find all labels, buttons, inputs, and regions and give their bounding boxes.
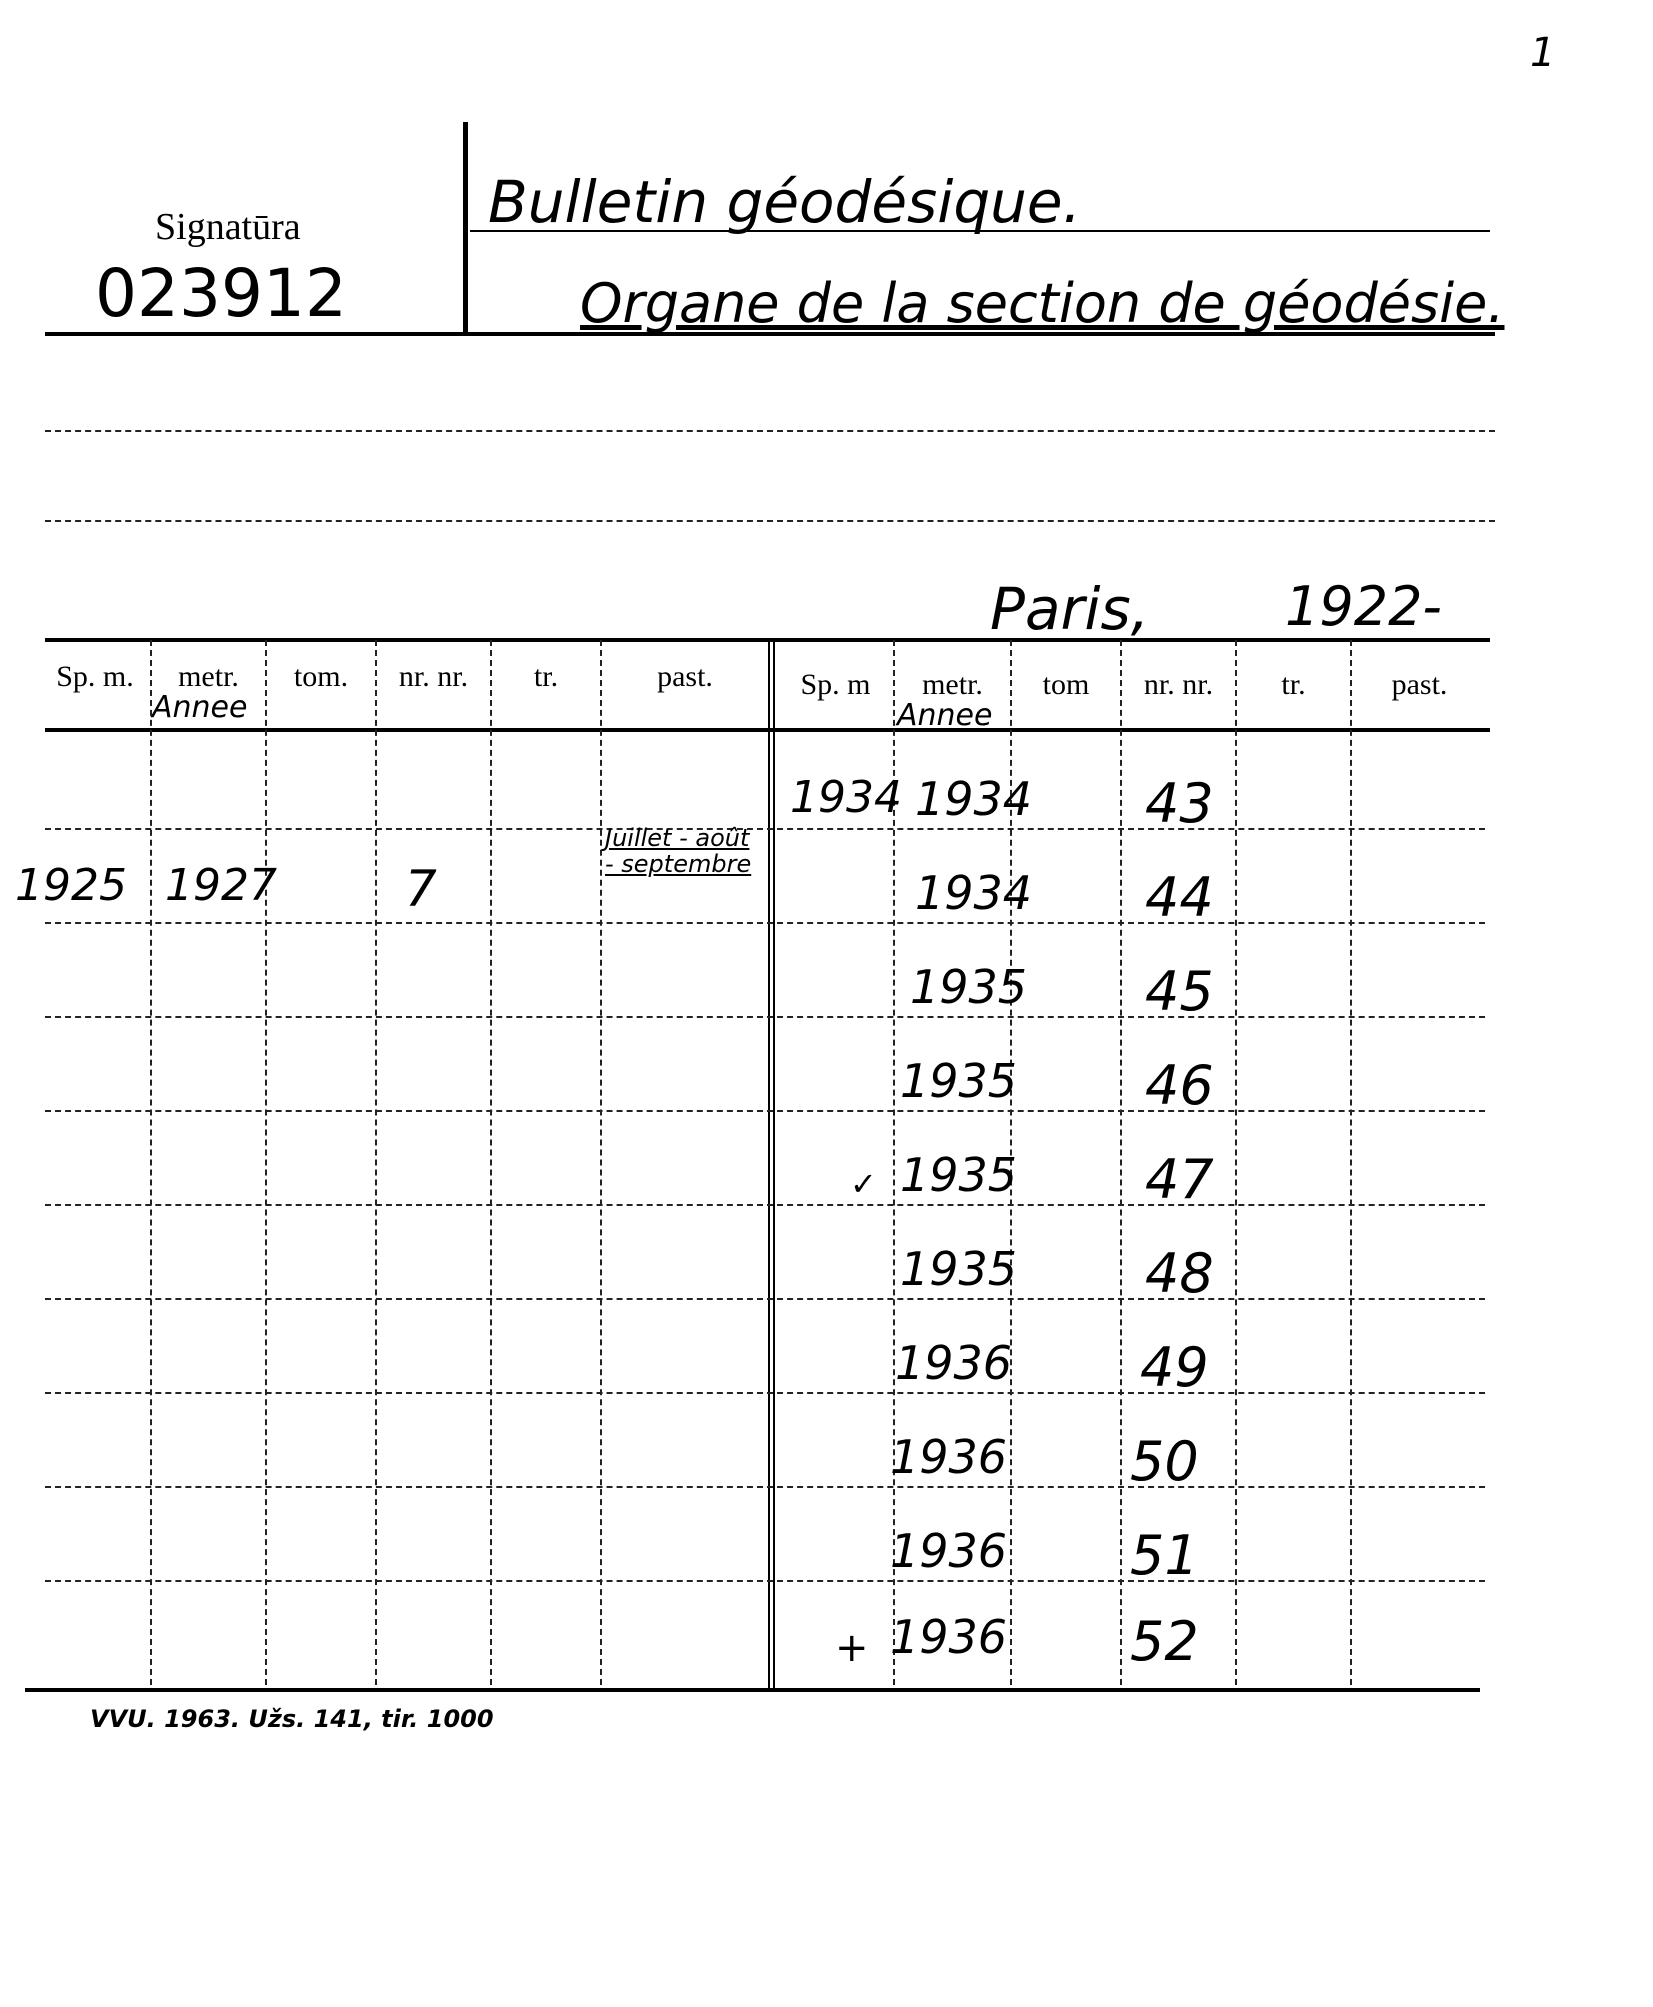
- col-line: [1120, 640, 1122, 1685]
- right-sp-m-cell: 1934: [790, 772, 902, 823]
- right-metr-cell: 1936: [890, 1610, 1008, 1664]
- left-sp-m-cell: 1925: [15, 860, 127, 911]
- annee-label-right: Annee: [897, 698, 993, 733]
- title-line2: Organe de la section de géodésie.: [580, 272, 1505, 335]
- col-line: [490, 640, 492, 1685]
- footer-print-note: VVU. 1963. Užs. 141, tir. 1000: [90, 1705, 494, 1733]
- check-mark: ✓: [850, 1165, 877, 1203]
- right-metr-cell: 1935: [900, 1148, 1018, 1202]
- col-line: [265, 640, 267, 1685]
- table-bottom-rule: [25, 1688, 1480, 1692]
- right-metr-cell: 1936: [890, 1430, 1008, 1484]
- right-nr-cell: 50: [1130, 1430, 1199, 1493]
- col-line: [1235, 640, 1237, 1685]
- title-rule-1: [470, 230, 1490, 232]
- col-header-past-right: past.: [1391, 668, 1448, 701]
- col-line: [150, 640, 152, 1685]
- row-line: [45, 1298, 1485, 1300]
- left-metr-cell: 1927: [165, 860, 277, 911]
- col-header-metr: metr.: [178, 660, 239, 693]
- plus-mark: +: [835, 1625, 869, 1671]
- col-header-tr-right: tr.: [1281, 668, 1306, 701]
- right-nr-cell: 45: [1145, 960, 1214, 1023]
- col-header-tom: tom.: [293, 660, 349, 693]
- col-header-nr-right: nr. nr.: [1143, 668, 1214, 701]
- annee-label-left: Annee: [152, 690, 248, 725]
- title-line1: Bulletin géodésique.: [488, 168, 1082, 236]
- row-line: [45, 1580, 1485, 1582]
- right-metr-cell: 1934: [915, 866, 1033, 920]
- right-metr-cell: 1936: [890, 1524, 1008, 1578]
- right-nr-cell: 46: [1145, 1054, 1214, 1117]
- page-number: 1: [1530, 30, 1556, 76]
- row-line: [45, 922, 1485, 924]
- row-line: [45, 828, 1485, 830]
- row-line: [45, 1392, 1485, 1394]
- row-line: [45, 1486, 1485, 1488]
- left-nr-cell: 7: [405, 860, 437, 918]
- blank-line-2: [45, 520, 1495, 522]
- signatura-label: Signatūra: [155, 206, 301, 248]
- col-header-tr: tr.: [533, 660, 559, 693]
- right-metr-cell: 1934: [915, 772, 1033, 826]
- col-line: [600, 640, 602, 1685]
- year: 1922-: [1285, 575, 1442, 638]
- right-metr-cell: 1935: [900, 1054, 1018, 1108]
- right-nr-cell: 52: [1130, 1610, 1199, 1673]
- col-header-tom-right: tom: [1042, 668, 1090, 701]
- col-header-nr: nr. nr.: [398, 660, 469, 693]
- table-center-divider: [768, 640, 775, 1688]
- col-header-past: past.: [657, 660, 713, 693]
- right-nr-cell: 49: [1140, 1336, 1209, 1399]
- right-nr-cell: 44: [1145, 866, 1214, 929]
- right-nr-cell: 51: [1130, 1524, 1199, 1587]
- col-line: [375, 640, 377, 1685]
- right-metr-cell: 1935: [910, 960, 1028, 1014]
- right-nr-cell: 47: [1145, 1148, 1214, 1211]
- right-nr-cell: 43: [1145, 772, 1214, 835]
- place: Paris,: [990, 575, 1150, 643]
- right-metr-cell: 1935: [900, 1242, 1018, 1296]
- row-line: [45, 1204, 1485, 1206]
- col-header-sp-m-right: Sp. m: [800, 668, 871, 701]
- row-line: [45, 1016, 1485, 1018]
- left-past-cell: Juillet - août - septembre: [605, 824, 752, 878]
- col-line: [1350, 640, 1352, 1685]
- right-metr-cell: 1936: [895, 1336, 1013, 1390]
- col-header-metr-right: metr.: [922, 668, 983, 701]
- row-line: [45, 1110, 1485, 1112]
- col-header-sp-m: Sp. m.: [56, 660, 134, 693]
- signatura-divider: [463, 122, 468, 332]
- blank-line-1: [45, 430, 1495, 432]
- right-nr-cell: 48: [1145, 1242, 1214, 1305]
- signatura-value: 023912: [95, 255, 347, 332]
